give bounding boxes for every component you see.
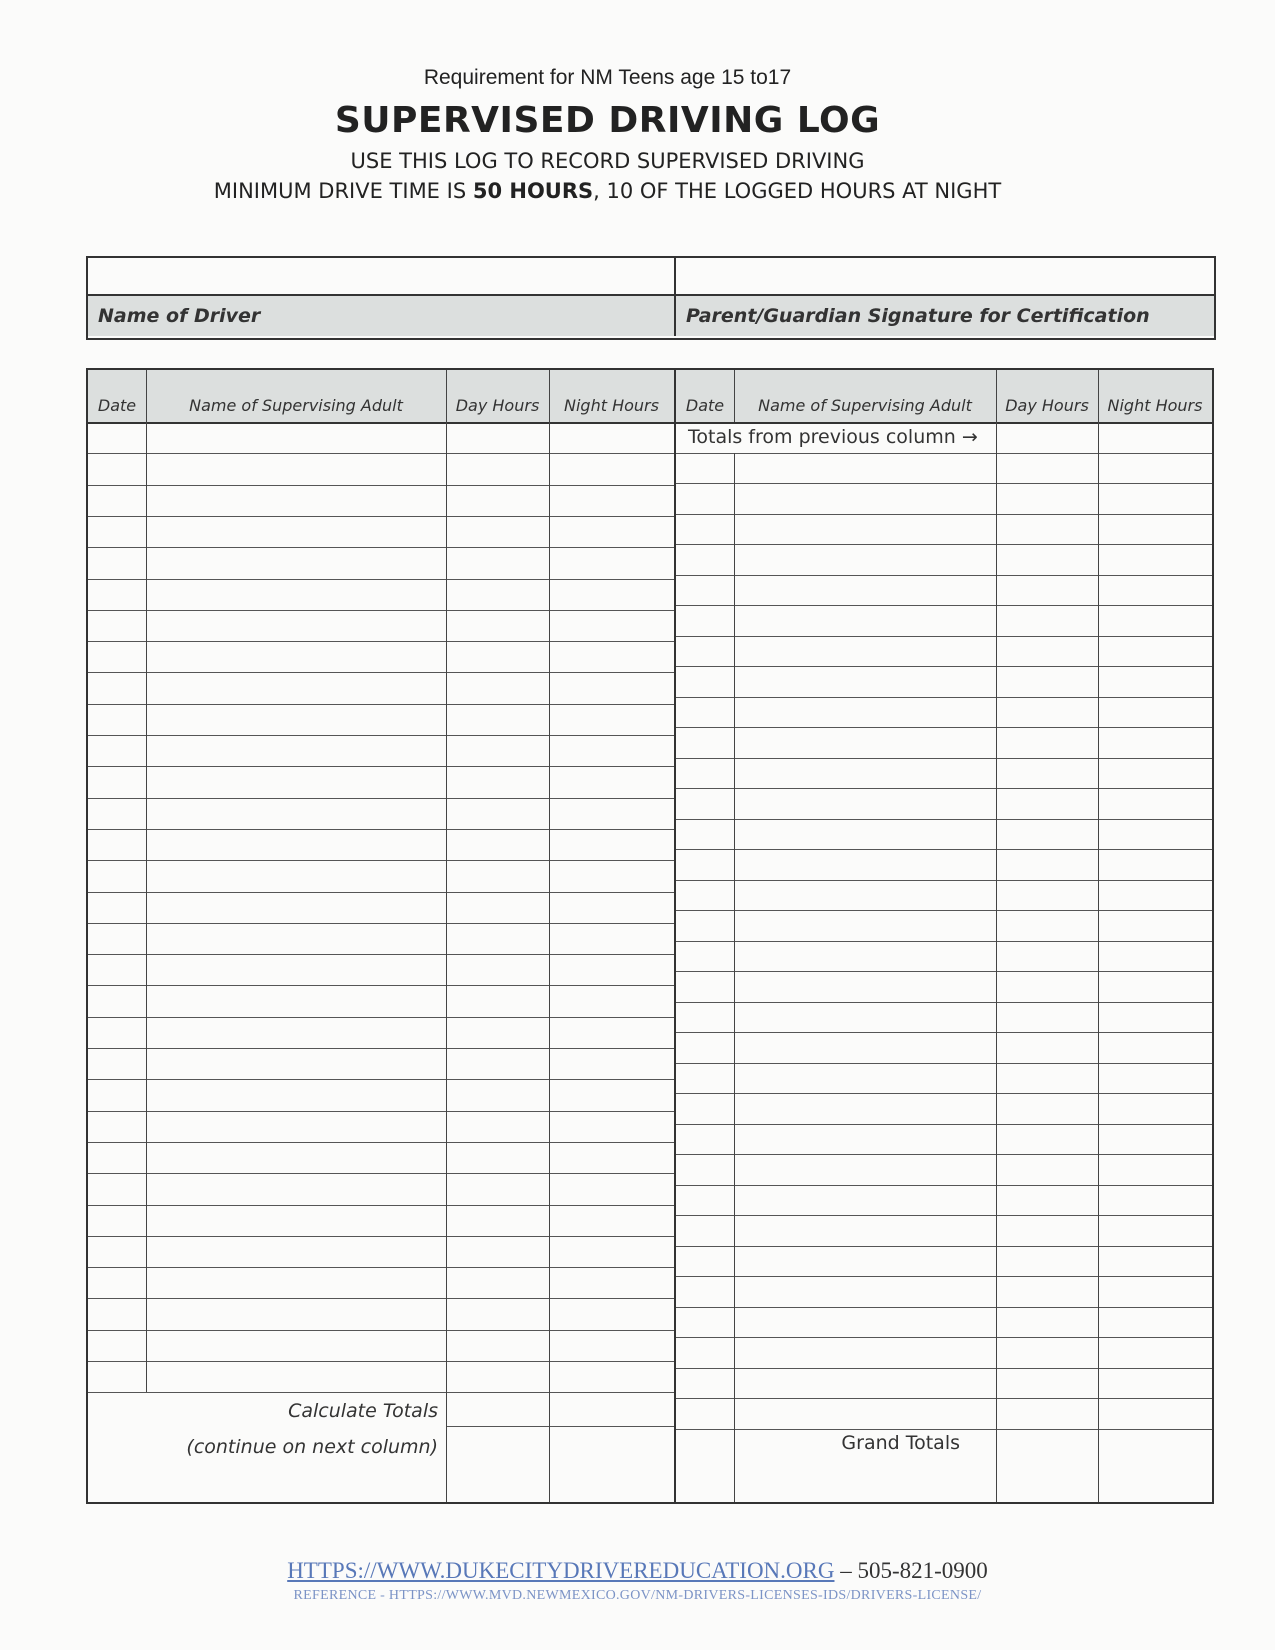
guardian-signature-field[interactable]: [676, 258, 1214, 336]
right-row-line: [676, 819, 1212, 820]
right-row-line: [676, 636, 1212, 637]
footer-separator: –: [834, 1558, 858, 1583]
left-col-line: [549, 422, 550, 1502]
phone-number: 505-821-0900: [857, 1558, 988, 1583]
left-date-header: Date: [97, 396, 137, 415]
left-row-line: [88, 860, 674, 861]
left-row-line: [88, 892, 674, 893]
left-day-hours-header: Day Hours: [455, 396, 540, 415]
right-row-line: [676, 880, 1212, 881]
right-col-line: [996, 422, 997, 1502]
left-row-line: [88, 1298, 674, 1299]
left-row-line: [88, 766, 674, 767]
left-row-line: [88, 923, 674, 924]
left-row-line: [88, 610, 674, 611]
left-row-line: [88, 1330, 674, 1331]
totals-from-previous-label: Totals from previous column →: [688, 426, 978, 448]
left-row-line: [88, 954, 674, 955]
right-row-line: [676, 514, 1212, 515]
left-row-line: [88, 1111, 674, 1112]
right-row-line: [676, 544, 1212, 545]
left-totals-mid-line: [446, 1426, 674, 1427]
right-row-line: [676, 575, 1212, 576]
right-row-line: [676, 849, 1212, 850]
left-row-line: [88, 1361, 674, 1362]
right-row-line: [676, 1368, 1212, 1369]
left-row-line: [88, 1205, 674, 1206]
right-row-line: [676, 1398, 1212, 1399]
requirement-text: Requirement for NM Teens age 15 to17: [423, 66, 792, 89]
right-row-line: [676, 941, 1212, 942]
right-row-line: [676, 1093, 1212, 1094]
minimum-suffix: , 10 OF THE LOGGED HOURS AT NIGHT: [593, 179, 1002, 203]
website-link[interactable]: HTTPS://WWW.DUKECITYDRIVEREDUCATION.ORG: [287, 1558, 835, 1583]
right-row-line: [676, 1276, 1212, 1277]
right-row-line: [676, 788, 1212, 789]
right-row-line: [676, 1307, 1212, 1308]
left-row-line: [88, 1079, 674, 1080]
left-row-line: [88, 1173, 674, 1174]
right-row-line: [676, 1002, 1212, 1003]
footer-contact: [0, 1558, 1275, 1584]
driving-log-table: [86, 368, 1214, 1504]
left-row-line: [88, 453, 674, 454]
left-header-col-line: [549, 370, 550, 422]
page-header: [0, 66, 1215, 203]
right-row-line: [676, 758, 1212, 759]
right-row-line: [676, 666, 1212, 667]
left-row-line: [88, 485, 674, 486]
right-col-line: [1098, 422, 1099, 1502]
left-row-line: [88, 672, 674, 673]
left-row-line: [88, 516, 674, 517]
left-header-col-line: [446, 370, 447, 422]
page-title: SUPERVISED DRIVING LOG: [334, 100, 881, 141]
right-row-line: [676, 483, 1212, 484]
right-row-line: [676, 1154, 1212, 1155]
right-day-hours-header: Day Hours: [1005, 396, 1089, 415]
right-row-line: [676, 1124, 1212, 1125]
guardian-signature-label: Parent/Guardian Signature for Certification: [676, 294, 1214, 336]
right-header-col-line: [996, 370, 997, 422]
right-header-col-line: [1098, 370, 1099, 422]
right-row-line: [676, 1337, 1212, 1338]
center-divider: [674, 370, 676, 1502]
instruction-text: USE THIS LOG TO RECORD SUPERVISED DRIVING: [350, 149, 865, 173]
right-row-line: [676, 697, 1212, 698]
right-row-line: [676, 453, 1212, 454]
right-row-line: [676, 971, 1212, 972]
right-row-line: [676, 1429, 1212, 1430]
right-row-line: [676, 605, 1212, 606]
left-row-line: [88, 985, 674, 986]
left-row-line: [88, 704, 674, 705]
left-row-line: [88, 1048, 674, 1049]
left-night-hours-header: Night Hours: [564, 396, 659, 415]
left-row-line: [88, 1017, 674, 1018]
right-row-line: [676, 1185, 1212, 1186]
left-row-line: [88, 1142, 674, 1143]
right-row-line: [676, 1215, 1212, 1216]
right-night-hours-header: Night Hours: [1107, 396, 1203, 415]
left-adult-header: Name of Supervising Adult: [189, 396, 403, 415]
minimum-hours: 50 HOURS: [472, 179, 594, 203]
left-row-line: [88, 641, 674, 642]
right-row-line: [676, 1246, 1212, 1247]
grand-totals-label: Grand Totals: [841, 1432, 960, 1454]
name-signature-box: [86, 256, 1216, 340]
right-row-line: [676, 727, 1212, 728]
right-col-line: [734, 453, 735, 1503]
left-row-line: [88, 1267, 674, 1268]
right-adult-header: Name of Supervising Adult: [758, 396, 972, 415]
left-row-line: [88, 1236, 674, 1237]
left-col-line: [146, 422, 147, 1392]
minimum-prefix: MINIMUM DRIVE TIME IS: [213, 179, 473, 203]
left-row-line: [88, 579, 674, 580]
driver-name-label: Name of Driver: [88, 294, 674, 336]
right-date-header: Date: [685, 396, 725, 415]
right-row-line: [676, 1032, 1212, 1033]
right-header-row: [676, 370, 1212, 424]
continue-next-column-label: (continue on next column): [186, 1436, 438, 1458]
left-row-line: [88, 829, 674, 830]
left-col-line: [446, 422, 447, 1502]
left-header-row: [88, 370, 674, 424]
right-row-line: [676, 910, 1212, 911]
calculate-totals-label: Calculate Totals: [288, 1400, 438, 1422]
left-row-line: [88, 798, 674, 799]
left-row-line: [88, 547, 674, 548]
driver-name-field[interactable]: [88, 258, 676, 336]
right-row-line: [676, 1063, 1212, 1064]
left-row-line: [88, 1392, 674, 1393]
left-header-col-line: [146, 370, 147, 422]
minimum-time-text: [0, 179, 1215, 203]
reference-link[interactable]: REFERENCE - HTTPS://WWW.MVD.NEWMEXICO.GOV/NM-DRIVERS-LICENSES-IDS/DRIVERS-LICENSE/: [293, 1588, 982, 1603]
right-header-col-line: [734, 370, 735, 422]
left-row-line: [88, 735, 674, 736]
